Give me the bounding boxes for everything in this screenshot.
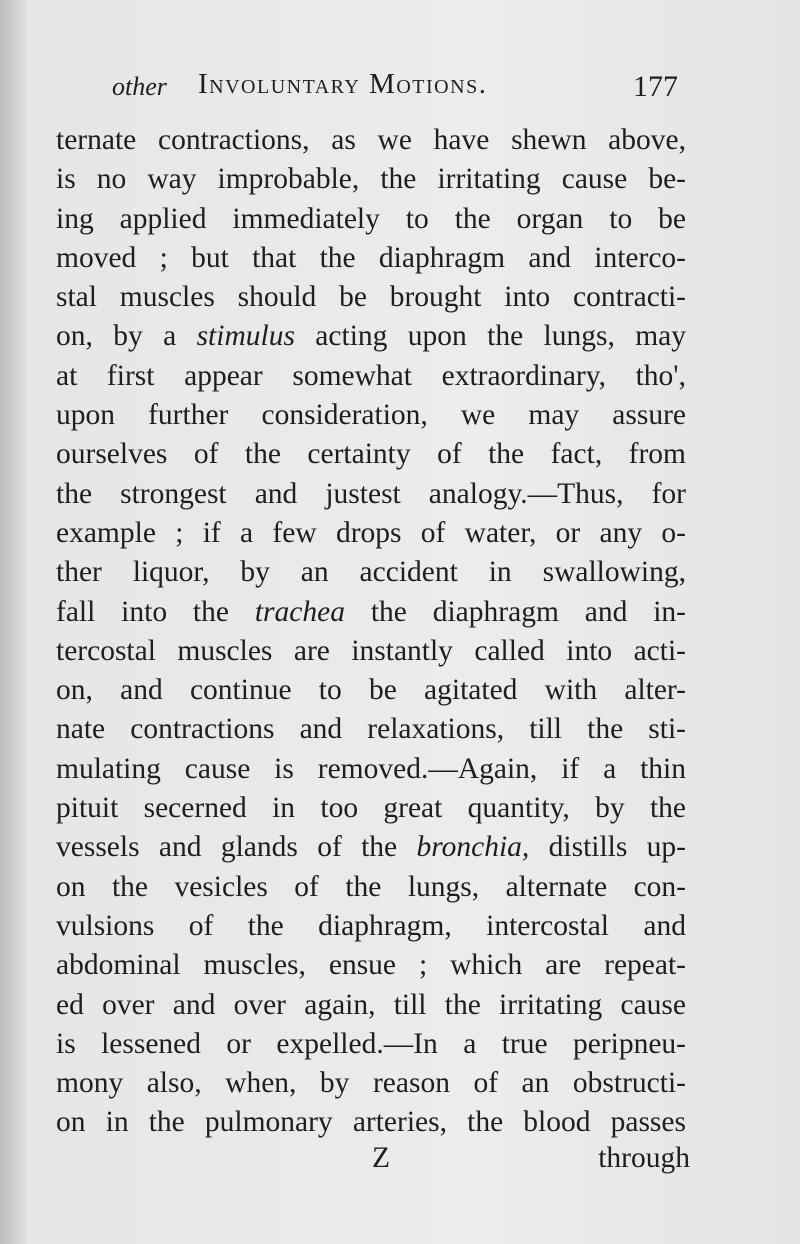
text-run: the diaphragm and in- [344, 595, 686, 628]
text-run: tercostal muscles are instantly called into acti- [56, 634, 686, 667]
body-text [56, 121, 686, 1143]
text-line [56, 632, 686, 671]
text-run: abdominal muscles, ensue ; which are repeat- [56, 949, 686, 982]
text-run: is no way improbable, the irritating cause be- [56, 163, 686, 196]
text-run: nate contractions and relaxations, till the sti- [56, 713, 686, 746]
text-line [56, 553, 686, 592]
running-header [112, 68, 684, 108]
signature-mark: Z [372, 1142, 391, 1174]
text-run: mulating cause is removed.—Again, if a thin [56, 752, 686, 785]
text-run: ternate contractions, as we have shewn above, [56, 124, 686, 156]
text-run: vulsions of the diaphragm, intercostal and [56, 909, 686, 942]
text-run: vessels and glands of the [56, 831, 417, 864]
text-line [56, 593, 686, 632]
text-run: the strongest and justest analogy.—Thus, for [56, 477, 686, 510]
text-run: upon further consideration, we may assure [56, 399, 686, 432]
text-line [56, 828, 686, 867]
text-run: distills up- [529, 831, 687, 864]
text-run: pituit secerned in too great quantity, by the [56, 792, 686, 825]
text-line [56, 317, 686, 356]
text-line [56, 278, 686, 317]
text-run: on the vesicles of the lungs, alternate con- [56, 870, 686, 903]
running-header-title: Involuntary Motions. [198, 68, 488, 100]
text-run: example ; if a few drops of water, or any o- [56, 516, 686, 549]
text-run: ther liquor, by an accident in swallowing, [56, 556, 686, 589]
page-footer [56, 1142, 690, 1182]
text-line [56, 239, 686, 278]
text-line [56, 671, 686, 710]
text-run: on, by a [56, 320, 197, 353]
text-run: acting upon the lungs, may [294, 320, 686, 353]
text-run: ourselves of the certainty of the fact, from [56, 438, 686, 471]
text-line [56, 357, 686, 396]
page-number: 177 [633, 70, 678, 103]
text-run: is lessened or expelled.—In a true peripneu- [56, 1027, 686, 1060]
text-run: ed over and over again, till the irritating cause [56, 988, 686, 1021]
text-line [56, 1103, 686, 1142]
text-line [56, 868, 686, 907]
text-run: at first appear somewhat extraordinary, tho', [56, 359, 686, 392]
text-line [56, 200, 686, 239]
text-line [56, 789, 686, 828]
running-header-italic: other [112, 72, 167, 101]
text-line [56, 160, 686, 199]
text-run: stal muscles should be brought into contracti- [56, 281, 686, 314]
text-line [56, 435, 686, 474]
italic-term: stimulus [196, 320, 295, 353]
text-line [56, 907, 686, 946]
text-line [56, 396, 686, 435]
text-run: on, and continue to be agitated with alter- [56, 674, 686, 707]
italic-term: bronchia, [416, 831, 530, 864]
text-line [56, 121, 686, 160]
text-line [56, 710, 686, 749]
text-line [56, 1064, 686, 1103]
text-line [56, 514, 686, 553]
text-run: fall into the [56, 595, 255, 628]
text-line [56, 946, 686, 985]
text-run: on in the pulmonary arteries, the blood passes [56, 1106, 686, 1139]
text-run: mony also, when, by reason of an obstructi- [56, 1067, 686, 1100]
text-line [56, 750, 686, 789]
text-line [56, 475, 686, 514]
italic-term: trachea [254, 595, 345, 628]
text-line [56, 986, 686, 1025]
text-run: moved ; but that the diaphragm and interco- [56, 241, 686, 274]
text-line [56, 1025, 686, 1064]
text-run: ing applied immediately to the organ to be [56, 202, 686, 235]
catchword: through [598, 1142, 690, 1174]
